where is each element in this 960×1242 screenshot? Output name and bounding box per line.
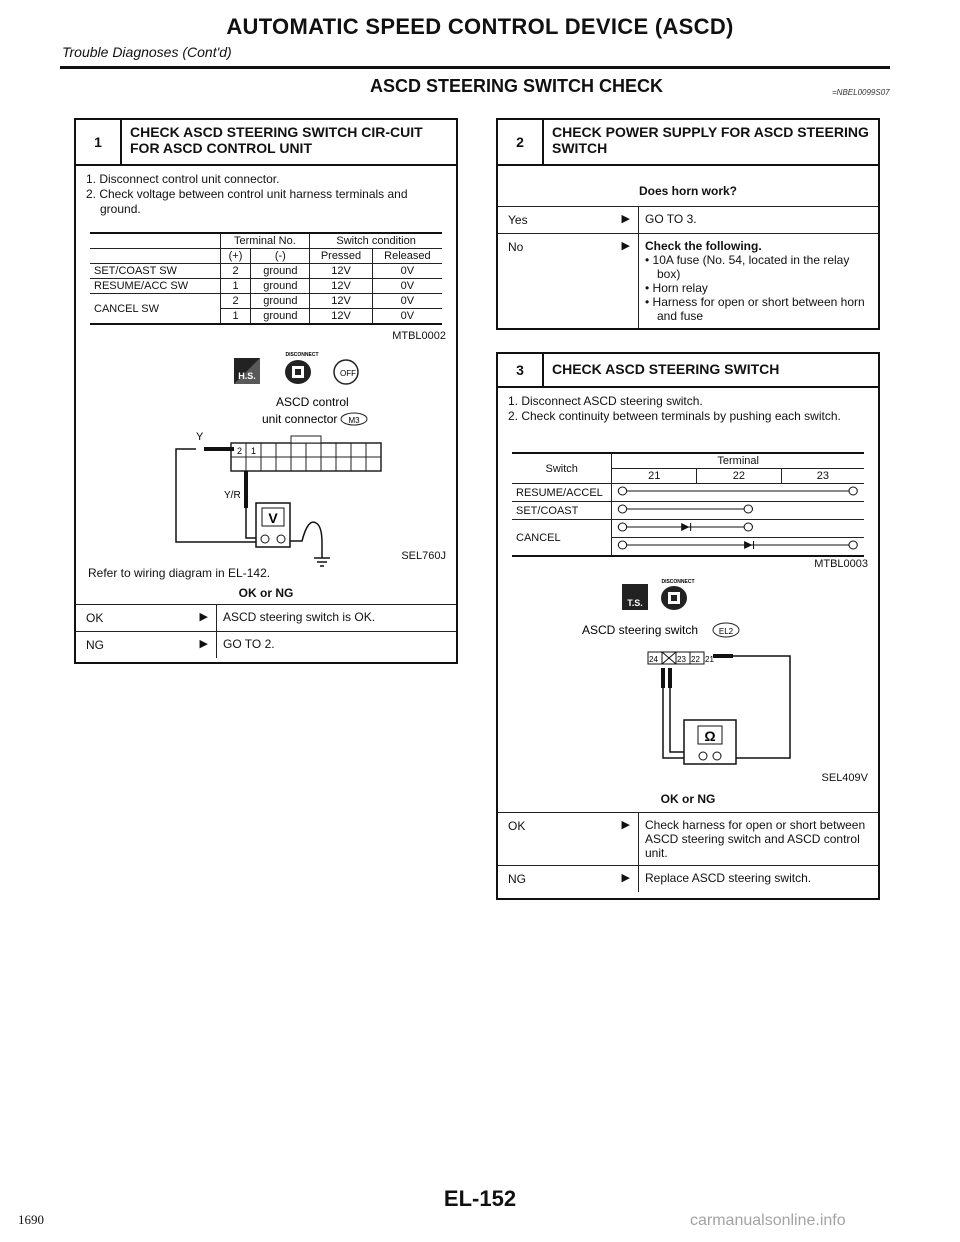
box-1-title: CHECK ASCD STEERING SWITCH CIR-CUIT FOR ASCD CONTROL UNIT — [130, 124, 423, 156]
step: 1. Disconnect control unit connector. — [86, 172, 280, 186]
voltage-check-diagram — [76, 348, 456, 568]
connector-block — [648, 652, 714, 664]
check-box-3 — [496, 352, 880, 900]
result-ng: NG ▶ GO TO 2. — [76, 631, 456, 658]
diode-line — [612, 520, 864, 534]
svg-text:1: 1 — [251, 446, 257, 456]
table-row: SET/COAST — [512, 502, 864, 520]
ohmmeter — [684, 720, 736, 764]
arrow-icon: ▶ — [621, 872, 630, 884]
box-1-steps — [76, 166, 456, 217]
svg-text:H.S.: H.S. — [238, 371, 256, 381]
arrow-icon: ▶ — [621, 213, 630, 225]
continuity-line — [612, 502, 864, 516]
box-1-header — [76, 120, 456, 166]
diode-line — [612, 538, 864, 552]
page-number: EL-152 — [443, 1186, 517, 1211]
svg-text:24: 24 — [649, 655, 658, 664]
result-no: No ▶ Check the following. • 10A fuse (No. 54, located in the relay box) • Horn relay • Harness for open or short between horn and fuse — [498, 233, 878, 328]
box-1-number: 1 — [76, 120, 122, 164]
table-corner — [90, 233, 220, 249]
svg-text:23: 23 — [677, 655, 686, 664]
table-row: RESUME/ACCEL — [512, 484, 864, 502]
check-list: • 10A fuse (No. 54, located in the relay box) • Horn relay • Harness for open or short between horn and fuse — [645, 253, 872, 323]
result-yes: Yes ▶ GO TO 3. — [498, 206, 878, 233]
table-header: Switch condition — [310, 233, 442, 249]
table-header: (-) — [251, 249, 310, 264]
svg-text:Y/R: Y/R — [224, 490, 241, 501]
table-row: 1 ground 12V 0V — [90, 309, 442, 325]
box-3-number: 3 — [498, 354, 544, 386]
continuity-check-diagram — [498, 576, 878, 786]
svg-text:OFF: OFF — [340, 369, 356, 378]
svg-text:V: V — [268, 510, 278, 526]
connector-disconnect-icon — [285, 360, 311, 384]
table-code: MTBL0002 — [392, 330, 446, 342]
result-ng: NG ▶ Replace ASCD steering switch. — [498, 865, 878, 892]
ground-icon — [290, 522, 330, 566]
voltage-table — [90, 232, 442, 325]
connector-disconnect-icon — [661, 586, 687, 610]
connector-id-badge — [713, 623, 739, 637]
table-header: Terminal — [612, 453, 864, 469]
table-row: CANCEL SW 2 ground 12V 0V — [90, 294, 442, 309]
check-box-2 — [496, 118, 880, 330]
check-box-1 — [74, 118, 458, 664]
table-row: RESUME/ACC SW 1 ground 12V 0V — [90, 279, 442, 294]
result-header: OK or NG — [660, 792, 716, 806]
box-2-title: CHECK POWER SUPPLY FOR ASCD STEERING SWITCH — [552, 124, 869, 156]
result-ok: OK ▶ ASCD steering switch is OK. — [76, 604, 456, 631]
page-subtitle: Trouble Diagnoses (Cont'd) — [62, 44, 232, 60]
box-2-number: 2 — [498, 120, 544, 164]
connector-label: unit connector — [262, 412, 338, 426]
reference-note: Refer to wiring diagram in EL-142. — [88, 566, 271, 580]
svg-text:EL2: EL2 — [718, 627, 734, 636]
result-ok: OK ▶ Check harness for open or short between ASCD steering switch and ASCD control unit. — [498, 812, 878, 865]
table-code: MTBL0003 — [814, 558, 868, 570]
connector-block — [231, 436, 381, 471]
svg-text:T.S.: T.S. — [627, 598, 643, 608]
step: 2. Check continuity between terminals by pushing each switch. — [508, 409, 841, 423]
svg-text:Y: Y — [196, 431, 204, 443]
continuity-table: Switch Terminal 21 22 23 RESUME/ACCEL SET/COAST CANCEL — [512, 452, 864, 557]
box-2-header — [498, 120, 878, 166]
sheet-number: 1690 — [18, 1212, 44, 1227]
arrow-icon: ▶ — [621, 819, 630, 831]
arrow-icon: ▶ — [199, 638, 208, 650]
page-title: AUTOMATIC SPEED CONTROL DEVICE (ASCD) — [226, 14, 734, 39]
figure-code: SEL760J — [401, 550, 446, 562]
box-3-header — [498, 354, 878, 388]
voltmeter — [256, 503, 290, 547]
table-header: Released — [372, 249, 442, 264]
box-3-steps — [498, 388, 878, 424]
svg-text:DISCONNECT: DISCONNECT — [661, 579, 695, 585]
result-header: OK or NG — [238, 586, 294, 600]
connector-id-badge — [341, 413, 367, 425]
ignition-off-icon — [334, 360, 358, 384]
table-row: SET/COAST SW 2 ground 12V 0V — [90, 264, 442, 279]
svg-text:2: 2 — [237, 446, 243, 456]
svg-text:22: 22 — [691, 655, 700, 664]
svg-text:Ω: Ω — [704, 728, 716, 744]
table-corner — [90, 249, 220, 264]
svg-text:DISCONNECT: DISCONNECT — [285, 352, 319, 358]
connector-label: ASCD steering switch — [582, 623, 699, 637]
table-header: (+) — [220, 249, 251, 264]
section-reference: =NBEL0099S07 — [832, 88, 890, 97]
arrow-icon: ▶ — [621, 240, 630, 252]
table-row: CANCEL — [512, 520, 864, 538]
continuity-line — [612, 484, 864, 498]
figure-code: SEL409V — [821, 772, 868, 784]
step: 2. Check voltage between control unit harness terminals and ground. — [86, 187, 408, 216]
table-header: Switch — [512, 453, 612, 484]
header-rule — [60, 66, 890, 69]
question: Does horn work? — [638, 184, 737, 198]
connector-label: ASCD control — [276, 395, 349, 409]
table-header: Terminal No. — [220, 233, 310, 249]
arrow-icon: ▶ — [199, 611, 208, 623]
step: 1. Disconnect ASCD steering switch. — [508, 394, 703, 408]
section-title: ASCD STEERING SWITCH CHECK — [370, 76, 664, 96]
svg-text:M3: M3 — [348, 416, 360, 425]
box-3-title: CHECK ASCD STEERING SWITCH — [552, 361, 780, 377]
table-header: Pressed — [310, 249, 373, 264]
watermark: carmanualsonline.info — [690, 1212, 846, 1229]
svg-text:21: 21 — [705, 655, 714, 664]
